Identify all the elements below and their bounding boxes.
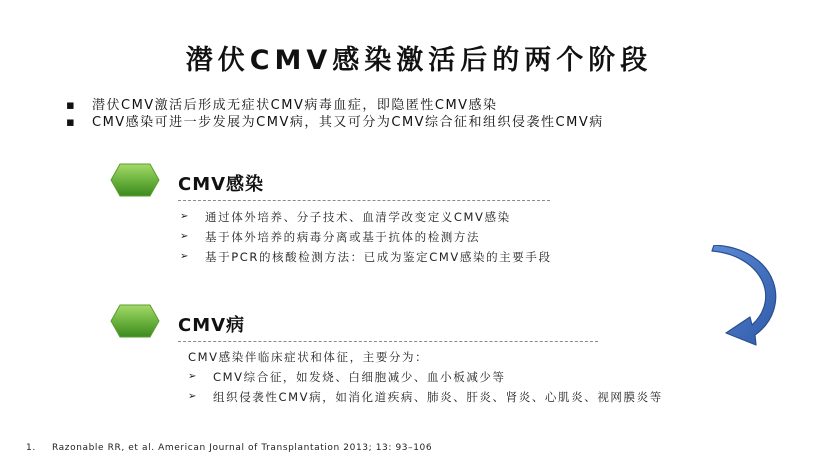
list-item-text: 基于体外培养的病毒分离或基于抗体的检测方法 [205, 230, 481, 244]
list-item-text: 通过体外培养、分子技术、血清学改变定义CMV感染 [205, 210, 511, 224]
reference-number: 1. [26, 443, 36, 453]
section-title: CMV病 [178, 315, 246, 336]
list-item [180, 207, 552, 227]
list-item-text: 组织侵袭性CMV病，如消化道疾病、肺炎、肝炎、肾炎、心肌炎、视网膜炎等 [213, 390, 663, 404]
slide-title: 潜伏CMV感染激活后的两个阶段 [185, 45, 653, 76]
intro-item [62, 97, 822, 114]
arrow-bullet-icon: ➢ [180, 231, 190, 242]
list-item [180, 247, 552, 267]
intro-list [62, 97, 822, 131]
section-title: CMV感染 [178, 174, 265, 195]
list-item-text: 基于PCR的核酸检测方法：已成为鉴定CMV感染的主要手段 [205, 250, 552, 264]
dashed-divider [178, 200, 550, 201]
arrow-bullet-icon: ➢ [188, 391, 198, 402]
arrow-bullet-icon: ➢ [180, 211, 190, 222]
list-item-text: CMV综合征，如发烧、白细胞减少、血小板减少等 [213, 370, 506, 384]
arrow-bullet-icon: ➢ [180, 251, 190, 262]
green-hexagon-icon [110, 304, 160, 338]
intro-item-text: CMV感染可进一步发展为CMV病，其又可分为CMV综合征和组织侵袭性CMV病 [92, 115, 604, 130]
intro-item [62, 114, 822, 131]
dashed-divider [178, 341, 598, 342]
reference-text: Razonable RR, et al. American Journal of Transplantation 2013; 13: 93–106 [52, 443, 433, 453]
list-item [188, 389, 703, 405]
green-hexagon-icon [110, 163, 160, 197]
bullet-icon: ▪ [66, 115, 77, 130]
section-lead-text: CMV感染伴临床症状和体征，主要分为： [188, 350, 429, 364]
list-item [180, 227, 552, 247]
section-list [188, 347, 703, 405]
reference-citation [26, 443, 432, 453]
section-list [180, 207, 552, 267]
curved-arrow-icon [700, 245, 780, 350]
list-item [188, 367, 703, 387]
intro-item-text: 潜伏CMV激活后形成无症状CMV病毒血症，即隐匿性CMV感染 [92, 98, 498, 113]
bullet-icon: ▪ [66, 98, 77, 113]
arrow-bullet-icon: ➢ [188, 371, 198, 382]
